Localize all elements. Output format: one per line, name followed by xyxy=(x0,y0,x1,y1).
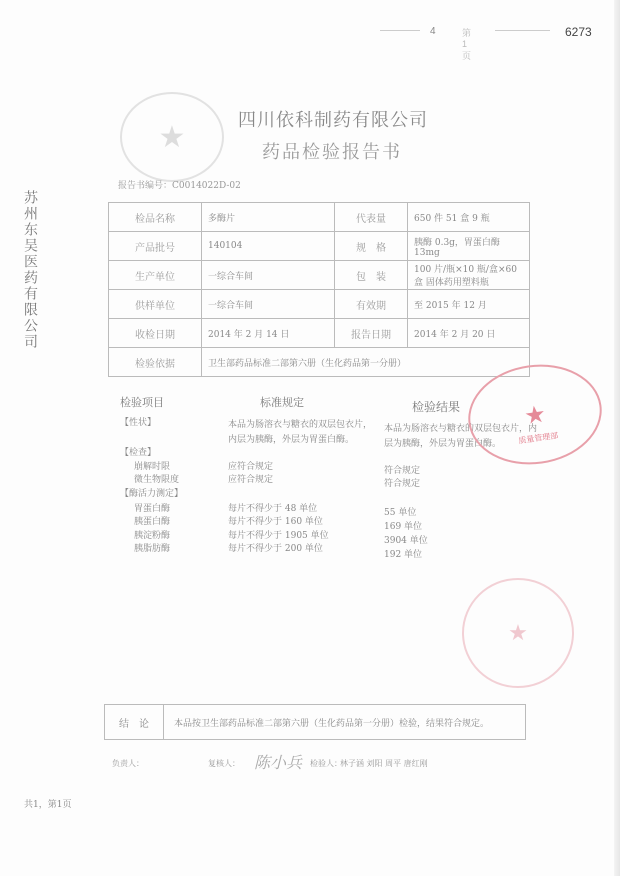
value-batch: 140104 xyxy=(202,232,335,261)
result-amylase: 3904 单位 xyxy=(384,536,428,546)
standard-amylase: 每片不得少于 1905 单位 xyxy=(228,531,329,541)
conclusion-box xyxy=(104,704,526,740)
page-index: 第1页 xyxy=(462,28,472,61)
standard-microbial-limit: 应符合规定 xyxy=(228,475,274,485)
star-icon: ★ xyxy=(158,119,186,155)
result-appearance: 本品为肠溶衣与糖衣的双层包衣片，内层为胰酶，外层为胃蛋白酶。 xyxy=(384,424,538,449)
header-result: 检验结果 xyxy=(412,400,461,414)
page-count: 4 xyxy=(430,26,436,37)
label-packaging: 包 装 xyxy=(335,261,408,290)
value-packaging: 100 片/瓶×10 瓶/盒×60 盒 固体药用塑料瓶 xyxy=(408,261,530,290)
item-pepsin: 胃蛋白酶 xyxy=(134,504,171,514)
standard-trypsin: 每片不得少于 160 单位 xyxy=(228,517,323,527)
doc-number: 6273 xyxy=(565,25,592,39)
value-basis: 卫生部药品标准二部第六册（生化药品第一分册） xyxy=(202,348,530,377)
table-row xyxy=(109,203,530,232)
header-rule-2 xyxy=(495,30,550,31)
stamp-subtitle: 质量管理部 xyxy=(517,431,559,446)
value-producer: 一综合车间 xyxy=(202,261,335,290)
result-disintegration: 符合规定 xyxy=(384,466,421,476)
header-standard: 标准规定 xyxy=(260,396,304,409)
result-lipase: 192 单位 xyxy=(384,550,423,560)
label-producer: 生产单位 xyxy=(109,261,202,290)
info-table xyxy=(108,202,530,377)
header-rule-1 xyxy=(380,30,420,31)
item-amylase: 胰淀粉酶 xyxy=(134,531,171,541)
responsible-label: 负责人： xyxy=(112,759,144,768)
result-pepsin: 55 单位 xyxy=(384,508,417,518)
table-row xyxy=(109,290,530,319)
result-trypsin: 169 单位 xyxy=(384,522,423,532)
label-supplier: 供样单位 xyxy=(109,290,202,319)
conclusion-label: 结 论 xyxy=(105,705,164,739)
document-title: 药品检验报告书 xyxy=(262,142,402,163)
table-row xyxy=(109,348,530,377)
item-lipase: 胰脂肪酶 xyxy=(134,544,171,554)
value-supplier: 一综合车间 xyxy=(202,290,335,319)
reviewer-signature: 陈小兵 xyxy=(254,753,303,772)
value-received-date: 2014 年 2 月 14 日 xyxy=(202,319,335,348)
label-received-date: 收检日期 xyxy=(109,319,202,348)
inspector-label: 检验人： xyxy=(310,759,342,768)
item-microbial-limit: 微生物限度 xyxy=(134,475,180,485)
item-trypsin: 胰蛋白酶 xyxy=(134,517,171,527)
value-spec: 胰酶 0.3g，胃蛋白酶 13mg xyxy=(408,232,530,261)
label-quantity: 代表量 xyxy=(335,203,408,232)
reviewer-label: 复核人： xyxy=(208,759,240,768)
label-basis: 检验依据 xyxy=(109,348,202,377)
value-quantity: 650 件 51 盒 9 瓶 xyxy=(408,203,530,232)
inspector-names: 林子涵 刘阳 周平 唐红刚 xyxy=(340,759,428,768)
section-enzyme-activity: 【酶活力测定】 xyxy=(120,489,184,499)
star-icon: ★ xyxy=(522,399,548,430)
table-row xyxy=(109,261,530,290)
label-batch: 产品批号 xyxy=(109,232,202,261)
section-inspection: 【检查】 xyxy=(120,448,157,458)
section-appearance: 【性状】 xyxy=(120,418,157,428)
item-disintegration: 崩解时限 xyxy=(134,462,171,472)
label-sample-name: 检品名称 xyxy=(109,203,202,232)
side-company-name: 苏州东吴医药有限公司 xyxy=(22,190,38,350)
label-expiry: 有效期 xyxy=(335,290,408,319)
standard-disintegration: 应符合规定 xyxy=(228,462,274,472)
table-row xyxy=(109,232,530,261)
star-icon: ★ xyxy=(508,620,528,646)
value-report-date: 2014 年 2 月 20 日 xyxy=(408,319,530,348)
page-footer: 共1，第1页 xyxy=(24,800,72,810)
scan-edge xyxy=(614,0,620,876)
report-number: 报告书编号：C0014022D-02 xyxy=(118,181,241,191)
table-row xyxy=(109,319,530,348)
company-seal-stamp xyxy=(120,92,224,182)
standard-pepsin: 每片不得少于 48 单位 xyxy=(228,504,318,514)
label-spec: 规 格 xyxy=(335,232,408,261)
header-test-item: 检验项目 xyxy=(120,396,164,409)
value-expiry: 至 2015 年 12 月 xyxy=(408,290,530,319)
label-report-date: 报告日期 xyxy=(335,319,408,348)
value-sample-name: 多酶片 xyxy=(202,203,335,232)
conclusion-text: 本品按卫生部药品标准二部第六册（生化药品第一分册）检验，结果符合规定。 xyxy=(174,718,490,729)
standard-appearance: 本品为肠溶衣与糖衣的双层包衣片，内层为胰酶，外层为胃蛋白酶。 xyxy=(228,420,373,445)
faint-seal-stamp xyxy=(462,578,574,688)
result-microbial-limit: 符合规定 xyxy=(384,479,421,489)
company-title: 四川依科制药有限公司 xyxy=(238,110,428,131)
standard-lipase: 每片不得少于 200 单位 xyxy=(228,544,323,554)
